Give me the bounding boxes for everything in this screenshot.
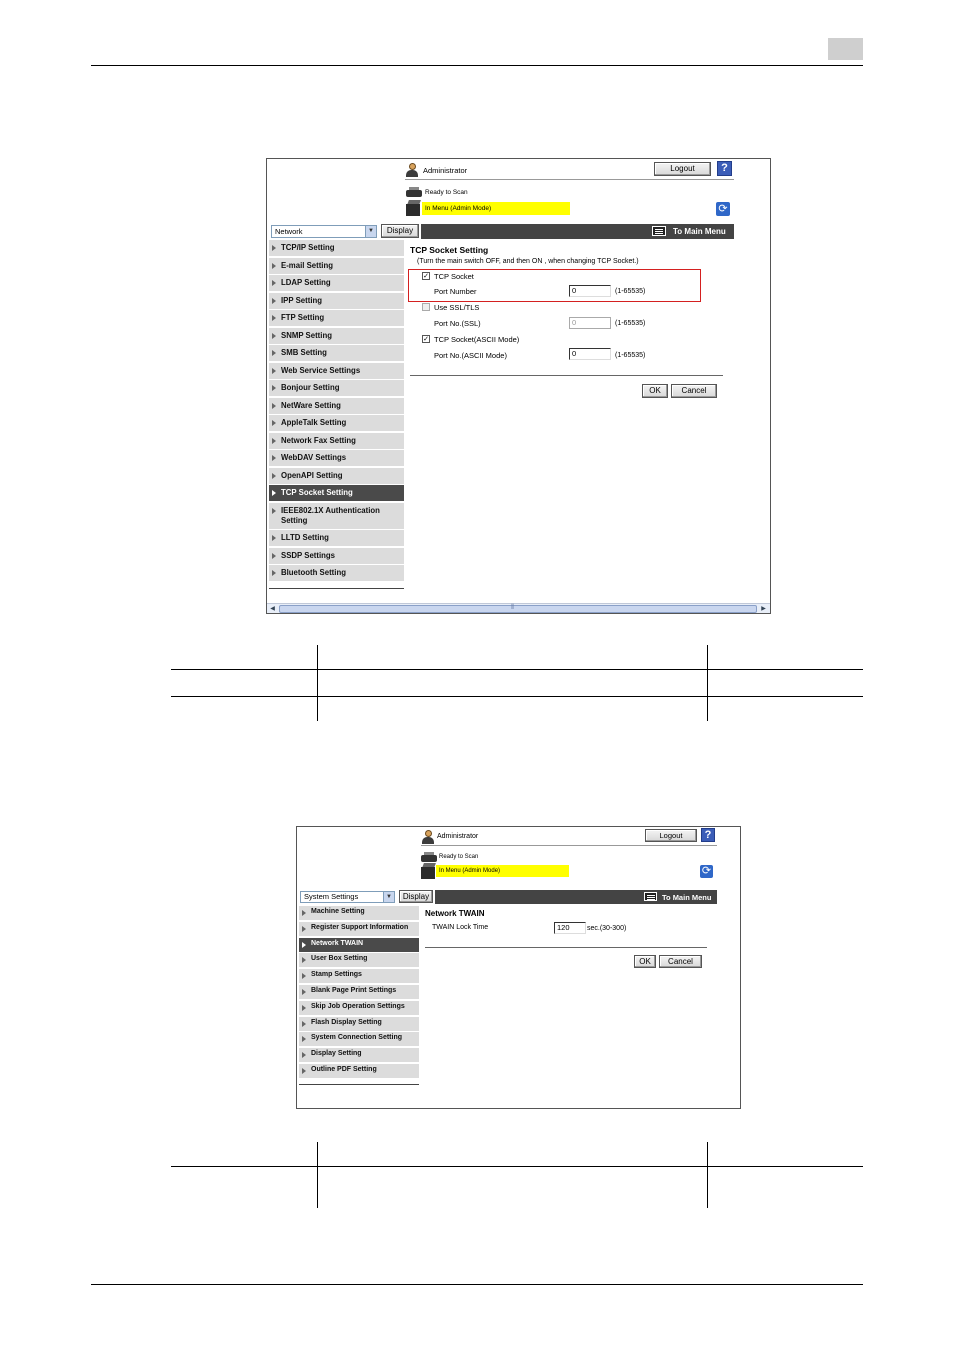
sidebar-item-web-service[interactable]: Web Service Settings — [269, 363, 404, 379]
sidebar-item-bonjour[interactable]: Bonjour Setting — [269, 380, 404, 396]
sidebar-nav — [269, 240, 404, 590]
table2-col-divider-2 — [707, 1142, 708, 1208]
header-underline — [405, 179, 734, 180]
logout-button[interactable]: Logout — [654, 162, 711, 176]
sidebar-item-ieee8021x[interactable]: IEEE802.1X Authentication Setting — [269, 503, 404, 529]
administrator-icon — [421, 830, 435, 844]
cancel-button[interactable]: Cancel — [671, 384, 717, 398]
sidebar-item-display[interactable]: Display Setting — [299, 1048, 419, 1062]
tcp-socket-checkbox[interactable]: ✓ — [423, 273, 429, 280]
header-rule — [91, 65, 863, 66]
ascii-mode-label: TCP Socket(ASCII Mode) — [434, 335, 520, 344]
port-ssl-label: Port No.(SSL) — [434, 319, 481, 328]
twain-lock-time-label: TWAIN Lock Time — [432, 924, 489, 931]
sidebar-item-smb[interactable]: SMB Setting — [269, 345, 404, 361]
sidebar-item-machine[interactable]: Machine Setting — [299, 906, 419, 920]
port-ascii-range: (1-65535) — [615, 352, 646, 359]
to-main-menu-link[interactable]: To Main Menu — [673, 227, 726, 236]
sidebar-item-register-support[interactable]: Register Support Information — [299, 922, 419, 936]
page-title: TCP Socket Setting — [410, 245, 489, 255]
main-menu-icon — [652, 226, 666, 236]
administrator-icon — [405, 163, 419, 177]
main-menu-icon — [644, 892, 657, 901]
sidebar-item-ieee8021x-line2: Setting — [281, 515, 308, 525]
status-mode: In Menu (Admin Mode) — [439, 868, 501, 874]
sidebar-item-lltd[interactable]: LLTD Setting — [269, 530, 404, 546]
sidebar-bottom-rule — [269, 588, 404, 589]
sidebar-item-ssdp[interactable]: SSDP Settings — [269, 548, 404, 564]
screenshot-network-twain — [296, 826, 741, 1109]
status-mode: In Menu (Admin Mode) — [425, 205, 492, 212]
port-number-label: Port Number — [434, 287, 477, 296]
footer-rule — [91, 1284, 863, 1285]
sidebar-item-ldap[interactable]: LDAP Setting — [269, 275, 404, 291]
user-label: Administrator — [423, 166, 468, 175]
user-label: Administrator — [437, 833, 479, 840]
table1-rule-mid — [171, 696, 863, 697]
machine-box-icon — [420, 863, 436, 879]
sidebar-item-appletalk[interactable]: AppleTalk Setting — [269, 415, 404, 431]
port-number-input[interactable]: 0 — [569, 285, 611, 297]
sidebar-item-outline-pdf[interactable]: Outline PDF Setting — [299, 1064, 419, 1078]
sidebar-item-ipp[interactable]: IPP Setting — [269, 293, 404, 309]
table1-col-divider-2 — [707, 645, 708, 721]
status-ready: Ready to Scan — [425, 189, 468, 196]
use-ssl-checkbox[interactable] — [422, 303, 430, 311]
restart-note: (Turn the main switch OFF, and then ON , when changing TCP Socket.) — [417, 258, 639, 265]
category-select-value: Network — [275, 227, 303, 236]
content-separator — [410, 375, 723, 376]
page-title: Network TWAIN — [425, 909, 485, 918]
twain-lock-time-input[interactable]: 120 — [554, 922, 586, 934]
sidebar-item-tcpip[interactable]: TCP/IP Setting — [269, 240, 404, 256]
content-separator — [425, 947, 707, 948]
chevron-down-icon: ▼ — [383, 892, 394, 902]
twain-lock-time-range: sec.(30-300) — [587, 925, 627, 932]
sidebar-item-ftp[interactable]: FTP Setting — [269, 310, 404, 326]
help-icon[interactable]: ? — [717, 161, 732, 176]
sidebar-item-skip-job[interactable]: Skip Job Operation Settings — [299, 1001, 419, 1015]
display-button[interactable]: Display — [399, 890, 433, 903]
logout-button[interactable]: Logout — [645, 829, 697, 842]
to-main-menu-link[interactable]: To Main Menu — [662, 893, 712, 902]
category-select-value: System Settings — [304, 892, 359, 901]
port-ssl-range: (1-65535) — [615, 320, 646, 327]
page-number-box — [828, 38, 863, 60]
table1-col-divider-1 — [317, 645, 318, 721]
sidebar-item-bluetooth[interactable]: Bluetooth Setting — [269, 565, 404, 581]
sidebar-item-stamp[interactable]: Stamp Settings — [299, 969, 419, 983]
category-select[interactable] — [271, 225, 377, 238]
status-ready: Ready to Scan — [439, 854, 479, 860]
sidebar-item-system-connection[interactable]: System Connection Setting — [299, 1032, 419, 1046]
refresh-icon[interactable]: ⟳ — [716, 202, 730, 216]
horizontal-scrollbar[interactable] — [267, 603, 770, 613]
table1-rule-top — [171, 669, 863, 670]
category-select[interactable] — [300, 891, 395, 903]
sidebar-item-network-fax[interactable]: Network Fax Setting — [269, 433, 404, 449]
sidebar-bottom-rule — [299, 1084, 419, 1085]
scroll-grip-icon: ⦀ — [511, 604, 515, 611]
sidebar-item-openapi[interactable]: OpenAPI Setting — [269, 468, 404, 484]
scroll-right-icon[interactable]: ▶ — [761, 606, 766, 612]
table2-col-divider-1 — [317, 1142, 318, 1208]
printer-icon — [405, 187, 423, 199]
refresh-icon[interactable]: ⟳ — [701, 865, 712, 877]
port-ssl-input[interactable]: 0 — [569, 317, 611, 329]
sidebar-item-flash-display[interactable]: Flash Display Setting — [299, 1017, 419, 1031]
tcp-socket-label: TCP Socket — [434, 272, 474, 281]
sidebar-item-email[interactable]: E-mail Setting — [269, 258, 404, 274]
ok-button[interactable]: OK — [642, 384, 668, 398]
chevron-down-icon: ▼ — [365, 226, 376, 237]
header-underline — [421, 845, 717, 846]
help-icon[interactable]: ? — [701, 828, 715, 842]
port-ascii-input[interactable]: 0 — [569, 348, 611, 360]
machine-box-icon — [405, 200, 421, 216]
ascii-mode-checkbox[interactable]: ✓ — [423, 336, 429, 343]
scroll-thumb[interactable] — [279, 605, 757, 613]
port-ascii-label: Port No.(ASCII Mode) — [434, 351, 507, 360]
use-ssl-label: Use SSL/TLS — [434, 303, 480, 312]
scroll-left-icon[interactable]: ◀ — [270, 606, 275, 612]
sidebar-nav — [299, 906, 419, 1081]
sidebar-item-tcp-socket[interactable]: TCP Socket Setting — [269, 485, 404, 501]
cancel-button[interactable]: Cancel — [659, 955, 702, 968]
table2-rule-top — [171, 1166, 863, 1167]
port-number-range: (1-65535) — [615, 288, 646, 295]
sidebar-item-network-twain[interactable]: Network TWAIN — [299, 938, 419, 952]
sidebar-item-user-box[interactable]: User Box Setting — [299, 953, 419, 967]
sidebar-item-snmp[interactable]: SNMP Setting — [269, 328, 404, 344]
ok-button[interactable]: OK — [634, 955, 656, 968]
sidebar-item-webdav[interactable]: WebDAV Settings — [269, 450, 404, 466]
sidebar-item-blank-page[interactable]: Blank Page Print Settings — [299, 985, 419, 999]
screenshot-tcp-socket — [266, 158, 771, 614]
sidebar-item-netware[interactable]: NetWare Setting — [269, 398, 404, 414]
display-button[interactable]: Display — [381, 224, 419, 238]
